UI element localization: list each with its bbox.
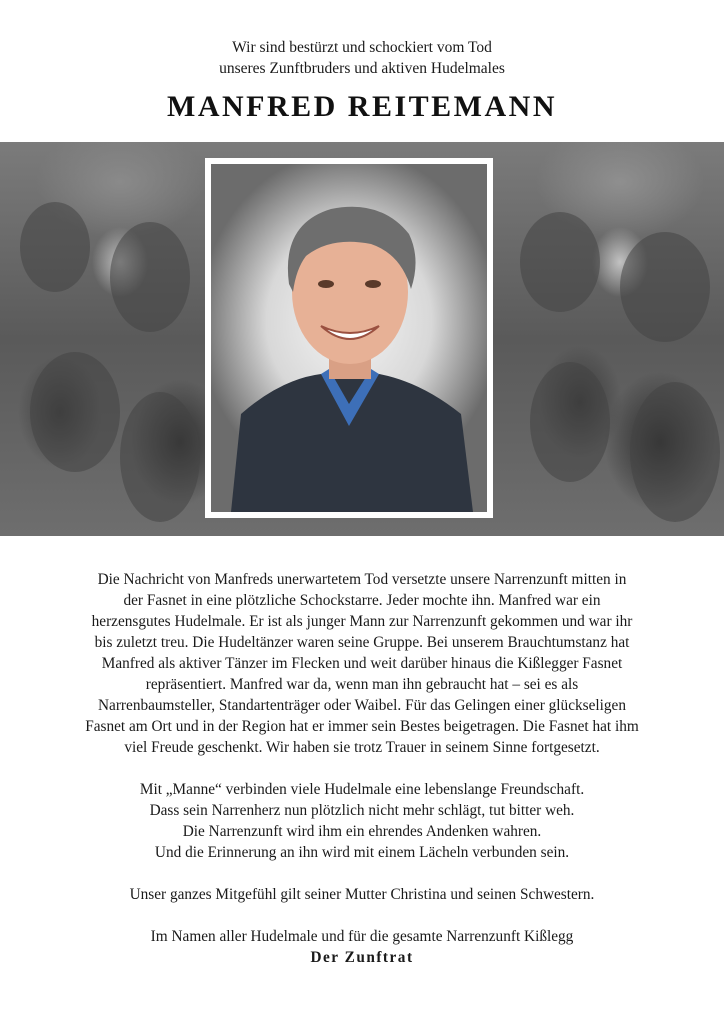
text-line: Narrenbaumsteller, Standartenträger oder Waibel. Für das Gelingen einer glückseligen (98, 697, 626, 714)
crowd-figure (520, 212, 600, 312)
crowd-figure (620, 232, 710, 342)
intro-line-1: Wir sind bestürzt und schockiert vom Tod (232, 39, 492, 56)
text-line: bis zuletzt treu. Die Hudeltänzer waren seine Gruppe. Bei unserem Brauchtumstanz hat (94, 634, 630, 651)
text-line: repräsentiert. Manfred war da, wenn man ihn gebraucht hat – sei es als (145, 676, 579, 693)
deceased-name: MANFRED REITEMANN (167, 90, 557, 123)
text-line: der Fasnet in eine plötzliche Schockstarre. Jeder mochte ihn. Manfred war ein (123, 592, 601, 609)
text-line: viel Freude geschenkt. Wir haben sie trotz Trauer in seinem Sinne fortgesetzt. (124, 739, 600, 756)
intro-line-2: unseres Zunftbruders und aktiven Hudelmales (219, 60, 505, 77)
crowd-figure (30, 352, 120, 472)
paragraph-1 (36, 569, 688, 758)
text-line: Und die Erinnerung an ihn wird mit einem Lächeln verbunden sein. (154, 844, 570, 861)
closing-line: Im Namen aller Hudelmale und für die gesamte Narrenzunft Kißlegg (150, 928, 574, 945)
portrait-illustration (211, 164, 487, 512)
text-line: Die Narrenzunft wird ihm ein ehrendes Andenken wahren. (182, 823, 542, 840)
paragraph-3: Unser ganzes Mitgefühl gilt seiner Mutter Christina und seinen Schwestern. (129, 886, 595, 903)
signature: Der Zunftrat (310, 949, 414, 966)
intro-text (0, 37, 724, 79)
obituary-text (36, 569, 688, 968)
crowd-figure (630, 382, 720, 522)
text-line: Manfred als aktiver Tänzer im Flecken und weit darüber hinaus die Kißlegger Fasnet (101, 655, 623, 672)
portrait-photo (205, 158, 493, 518)
crowd-figure (530, 362, 610, 482)
text-line: Dass sein Narrenherz nun plötzlich nicht mehr schlägt, tut bitter weh. (149, 802, 575, 819)
crowd-photo-background (0, 142, 724, 536)
crowd-figure (20, 202, 90, 292)
crowd-figure (120, 392, 200, 522)
text-line: Mit „Manne“ verbinden viele Hudelmale eine lebenslange Freundschaft. (139, 781, 585, 798)
crowd-figure (110, 222, 190, 332)
text-line: Fasnet am Ort und in der Region hat er immer sein Bestes beigetragen. Die Fasnet hat ihm (85, 718, 639, 735)
text-line: Die Nachricht von Manfreds unerwartetem Tod versetzte unsere Narrenzunft mitten in (97, 571, 627, 588)
paragraph-2 (36, 779, 688, 863)
text-line: herzensgutes Hudelmale. Er ist als junger Mann zur Narrenzunft gekommen und war ihr (91, 613, 633, 630)
